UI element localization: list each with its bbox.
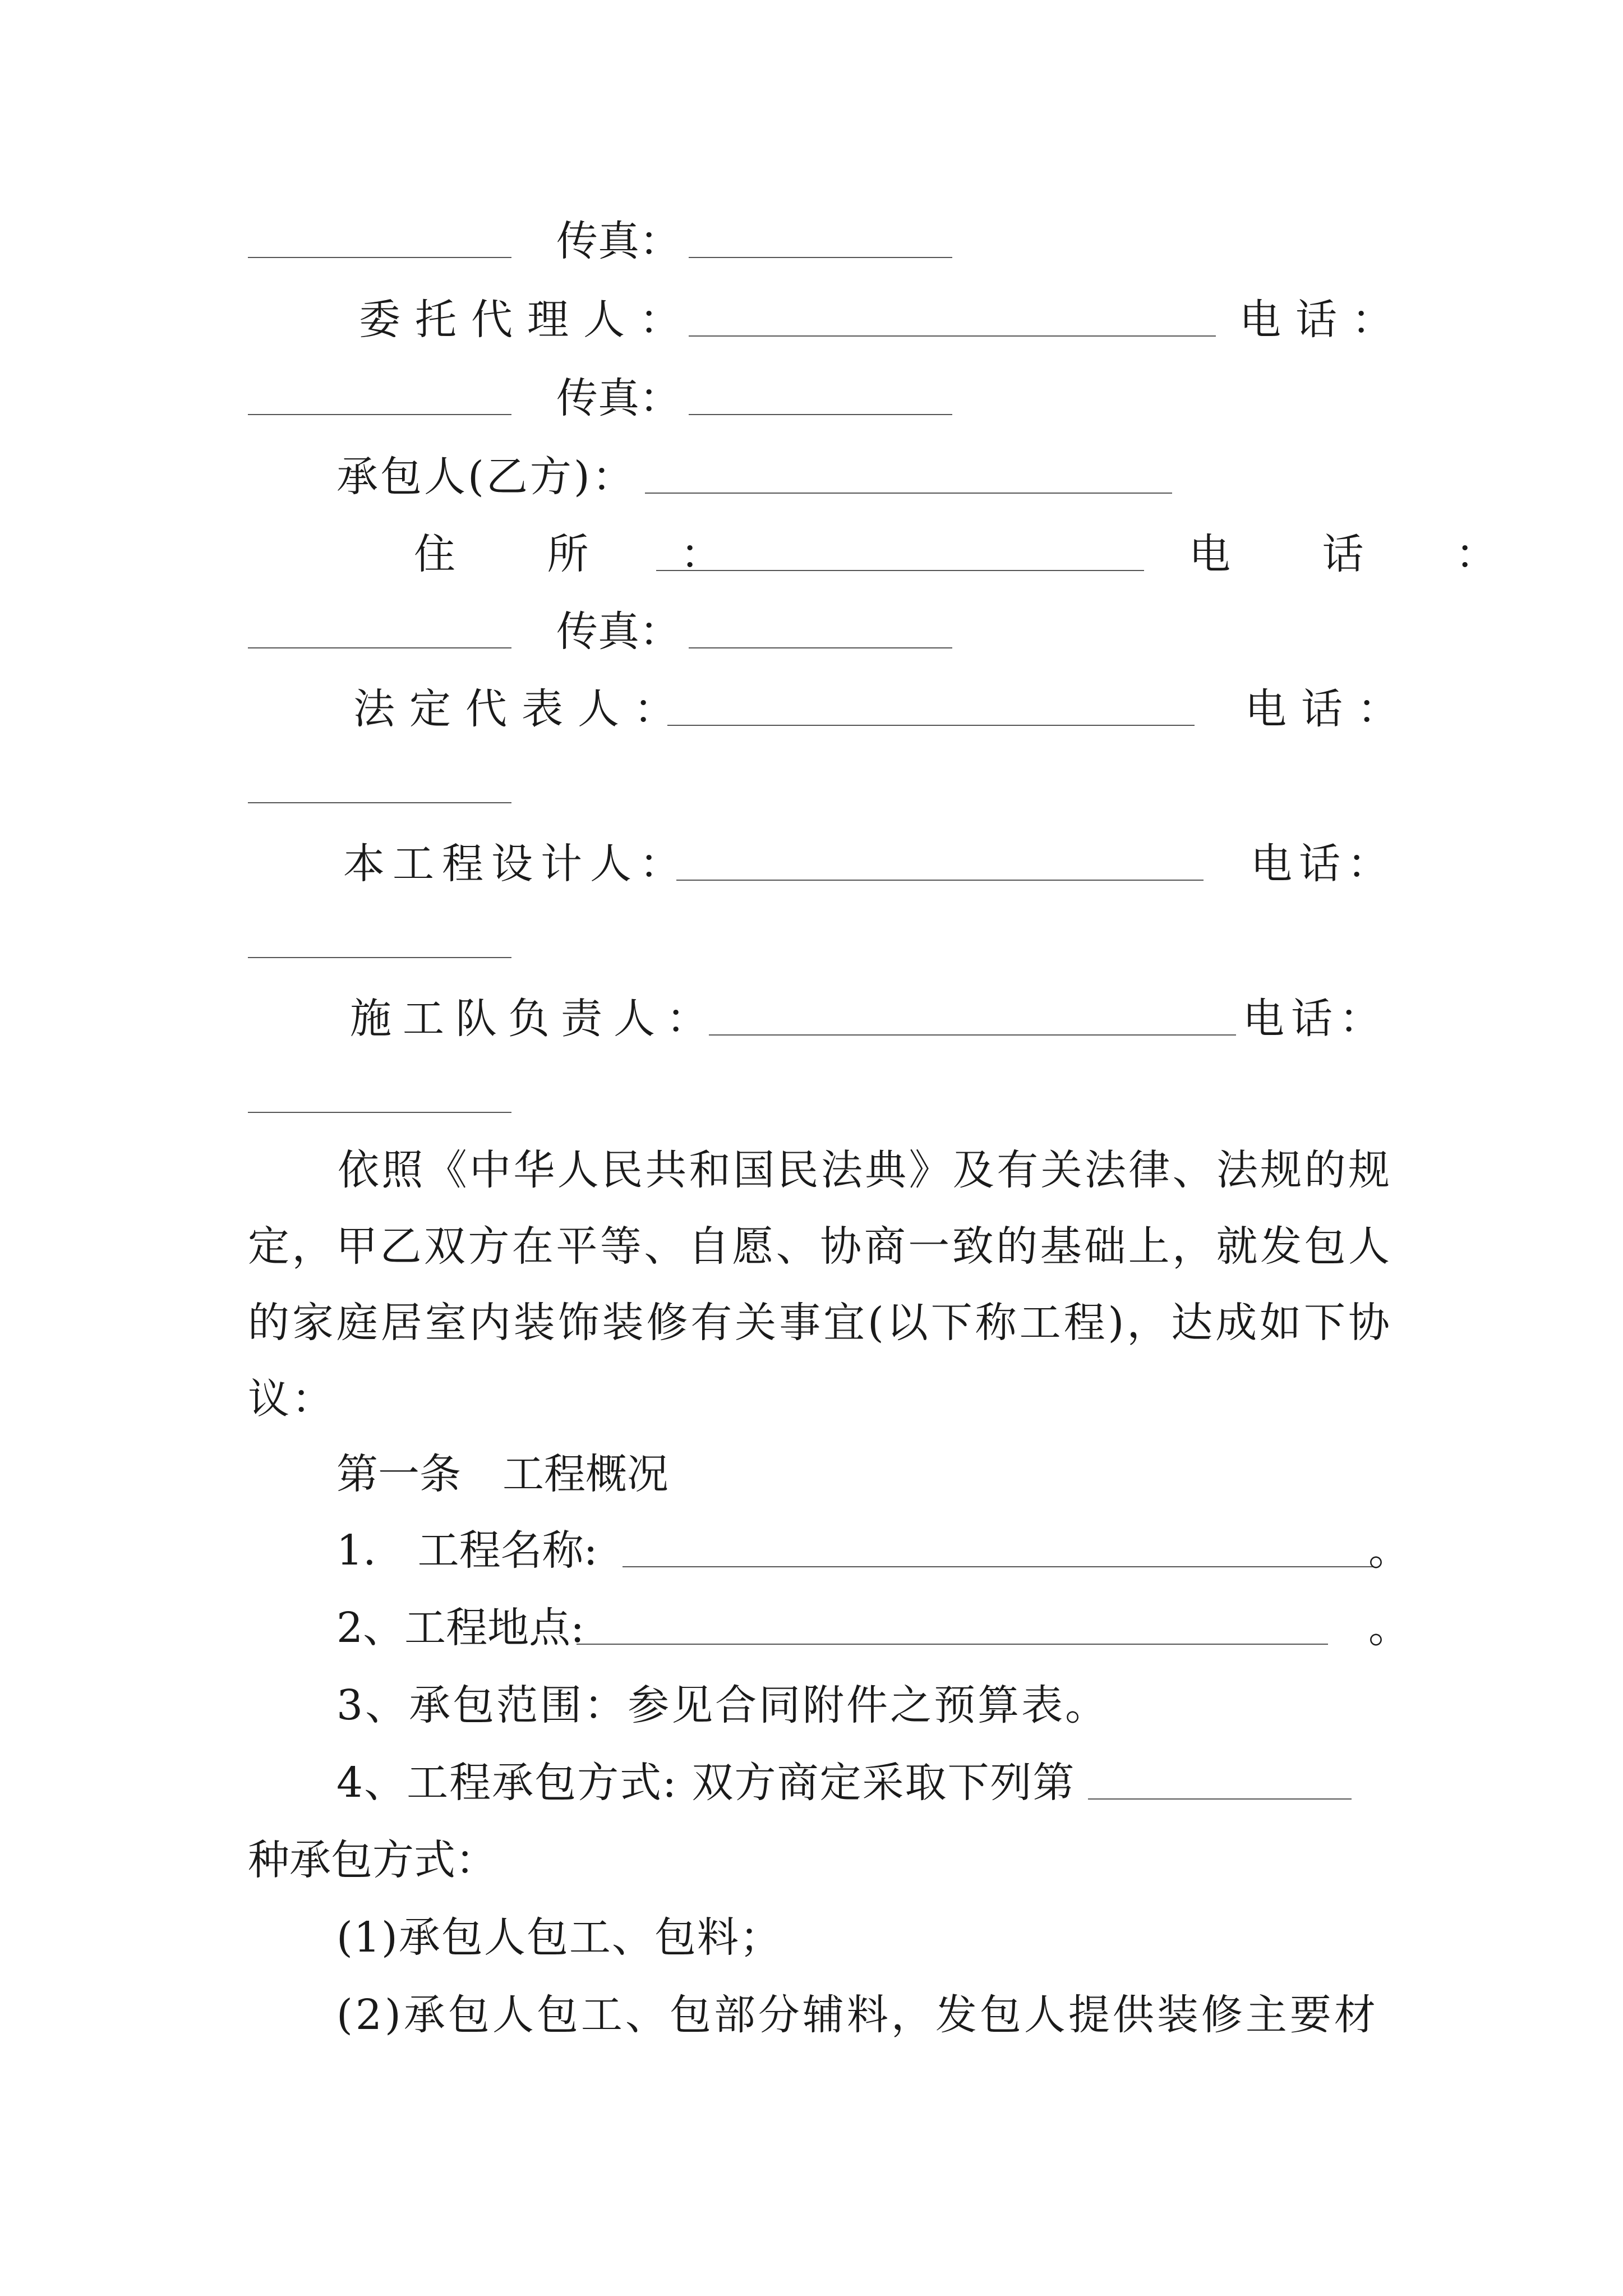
fax-label: 传真： [556, 217, 681, 265]
contractor-phone-blank[interactable] [248, 647, 511, 648]
legal-rep-label: 法定代表人： [353, 685, 690, 733]
designer-label: 本工程设计人： [343, 840, 689, 888]
item-3-text: 3、承包范围：参见合同附件之预算表。 [336, 1681, 1109, 1729]
item-2-label: 2、工程地点: [336, 1604, 585, 1652]
foreman-phone-label: 电话： [1243, 995, 1387, 1043]
project-name-blank[interactable] [623, 1566, 1374, 1567]
item-1-end: 。 [1368, 1526, 1410, 1575]
item-4-cont: 种承包方式： [248, 1836, 497, 1884]
agent-phone-blank[interactable] [248, 414, 511, 415]
contract-mode-blank[interactable] [1088, 1798, 1352, 1800]
designer-phone-label: 电话： [1251, 840, 1395, 888]
item-1-label: 1. 工程名称: [336, 1526, 598, 1575]
item-4-label: 4、工程承包方式: 双方商定采取下列第 [336, 1759, 1076, 1807]
address-phone-label: 电 话 ： [1189, 530, 1537, 578]
agent-fax-label: 传真： [556, 374, 681, 422]
agent-label: 委托代理人： [359, 296, 695, 344]
designer-blank[interactable] [676, 880, 1204, 881]
contractor-label: 承包人(乙方)： [336, 453, 636, 501]
legal-rep-phone-label: 电话： [1245, 685, 1413, 733]
phone-blank[interactable] [248, 257, 511, 258]
article-1-heading: 第一条 工程概况 [336, 1450, 668, 1498]
item-2-end: 。 [1368, 1604, 1410, 1652]
foreman-blank[interactable] [709, 1034, 1236, 1036]
address-blank[interactable] [656, 570, 1144, 571]
project-location-blank[interactable] [577, 1644, 1328, 1645]
designer-phone-blank[interactable] [248, 957, 511, 958]
address-label: 住 所 ： [414, 530, 762, 578]
contractor-blank[interactable] [645, 493, 1172, 494]
option-1-text: (1)承包人包工、包料； [336, 1913, 782, 1962]
agent-phone-label: 电话： [1239, 296, 1408, 344]
fax-blank[interactable] [689, 257, 952, 258]
agent-fax-blank[interactable] [689, 414, 952, 415]
foreman-phone-blank[interactable] [248, 1112, 511, 1113]
contractor-fax-label: 传真： [556, 608, 681, 656]
option-2-text: (2)承包人包工、包部分辅料，发包人提供装修主要材 [336, 1991, 1378, 2039]
legal-rep-blank[interactable] [667, 725, 1195, 726]
contractor-fax-blank[interactable] [689, 647, 952, 648]
foreman-label: 施工队负责人： [350, 995, 719, 1043]
legal-rep-phone-blank[interactable] [248, 802, 511, 803]
agent-blank[interactable] [689, 335, 1216, 337]
preamble-paragraph: 依照《中华人民共和国民法典》及有关法律、法规的规定，甲乙双方在平等、自愿、协商一致的基础上，就发包人的家庭居室内装饰装修有关事宜(以下称工程)，达成如下协议： [248, 1146, 1392, 1423]
